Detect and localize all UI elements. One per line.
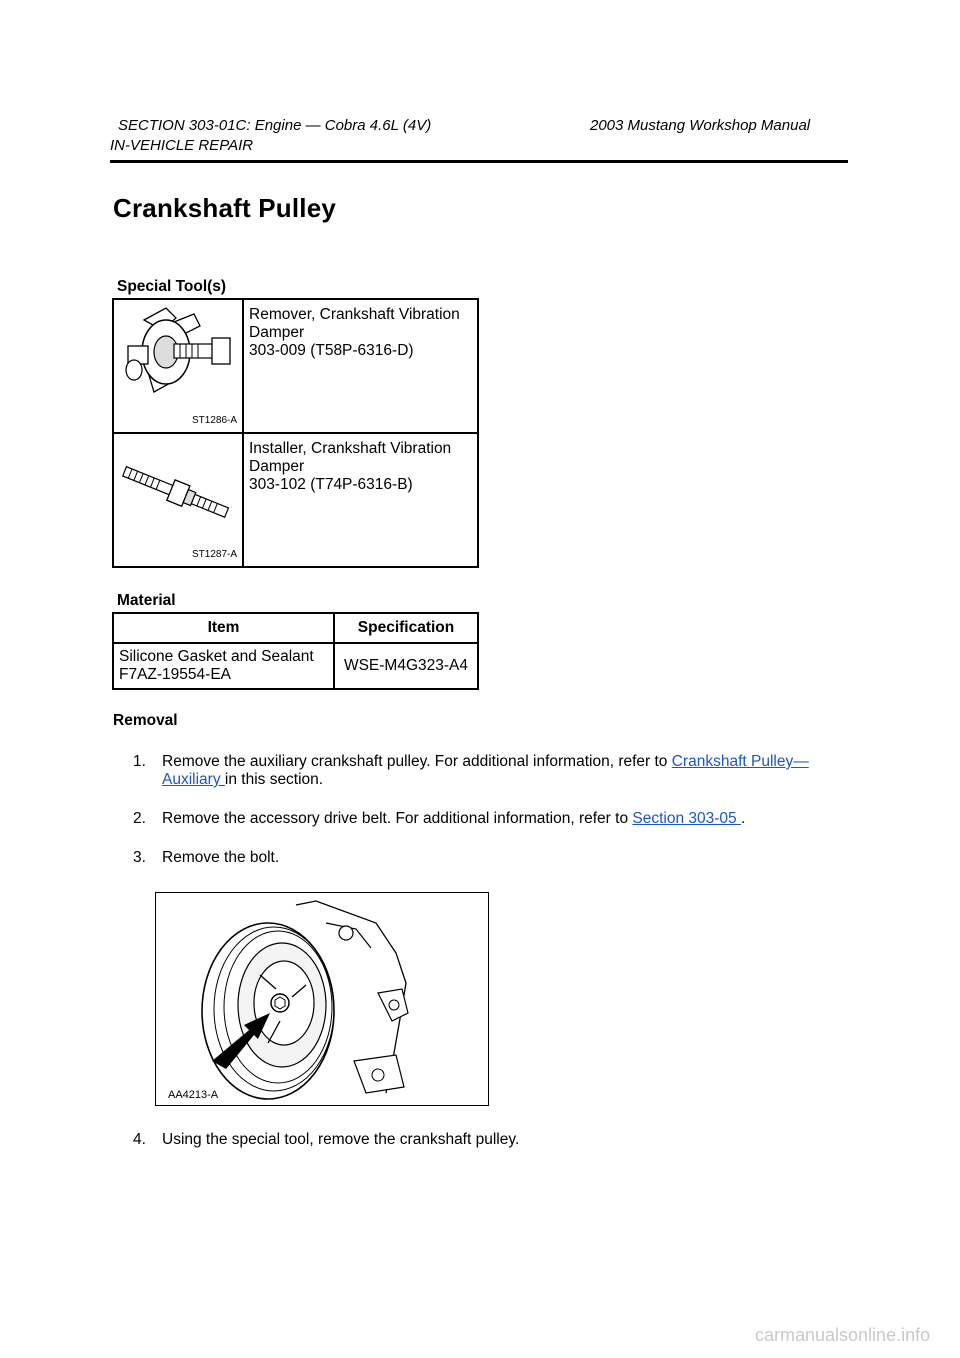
tool-number: 303-102 (T74P-6316-B) [249,476,413,493]
tool-row [113,299,478,433]
material-table [112,612,479,690]
section-303-05-link[interactable]: Section 303-05 [632,810,741,827]
column-header-item: Item [113,613,334,643]
figure-caption: AA4213-A [168,1089,219,1101]
tool-description [243,299,478,433]
step-instruction: in this section. [224,771,324,788]
tool-image-cell [113,299,243,433]
tool-number: 303-009 (T58P-6316-D) [249,342,414,359]
step-instruction: . [740,810,746,827]
tool-name-line: Remover, Crankshaft Vibration [249,306,460,323]
step-number: 3. [133,849,146,866]
table-row [113,643,478,689]
step-number: 4. [133,1131,146,1148]
tool-caption: ST1287-A [192,549,238,560]
watermark: carmanualsonline.info [755,1325,931,1345]
tool-name-line: Installer, Crankshaft Vibration [249,440,452,457]
step-number: 1. [133,753,146,770]
header-rule [110,160,848,163]
step-instruction: Remove the auxiliary crankshaft pulley. For additional information, refer to [162,753,672,770]
material-item-cell [113,643,334,689]
step-text [162,753,852,789]
crankshaft-pulley-bolt-illustration [156,893,488,1105]
tool-caption: ST1286-A [192,415,238,426]
manual-title: 2003 Mustang Workshop Manual [590,117,811,134]
remove-bolt-figure [155,892,489,1106]
step-number: 2. [133,810,146,827]
step-instruction: Remove the accessory drive belt. For additional information, refer to [162,810,633,827]
material-item-number: F7AZ-19554-EA [119,666,231,683]
subsection-header: IN-VEHICLE REPAIR [110,137,254,154]
tool-name-line: Damper [249,324,305,341]
tool-image-cell [113,433,243,567]
column-header-specification: Specification [334,613,478,643]
vibration-damper-remover-icon [114,300,242,427]
removal-label: Removal [113,712,178,729]
table-header-row [113,613,478,643]
step-text: Remove the bolt. [162,849,280,866]
page-title: Crankshaft Pulley [113,193,337,223]
special-tools-label: Special Tool(s) [117,278,227,295]
step-text [162,810,745,828]
step-text: Using the special tool, remove the crankshaft pulley. [162,1131,520,1148]
special-tools-table [112,298,479,568]
tool-description [243,433,478,567]
material-label: Material [117,592,176,609]
material-item-name: Silicone Gasket and Sealant [119,648,314,665]
material-spec-cell: WSE-M4G323-A4 [334,643,478,689]
tool-row [113,433,478,567]
section-header: SECTION 303-01C: Engine — Cobra 4.6L (4V) [118,117,432,134]
tool-name-line: Damper [249,458,305,475]
crankshaft-pulley-auxiliary-link[interactable]: Crankshaft Pulley— Auxiliary [162,753,809,788]
vibration-damper-installer-icon [114,434,242,561]
